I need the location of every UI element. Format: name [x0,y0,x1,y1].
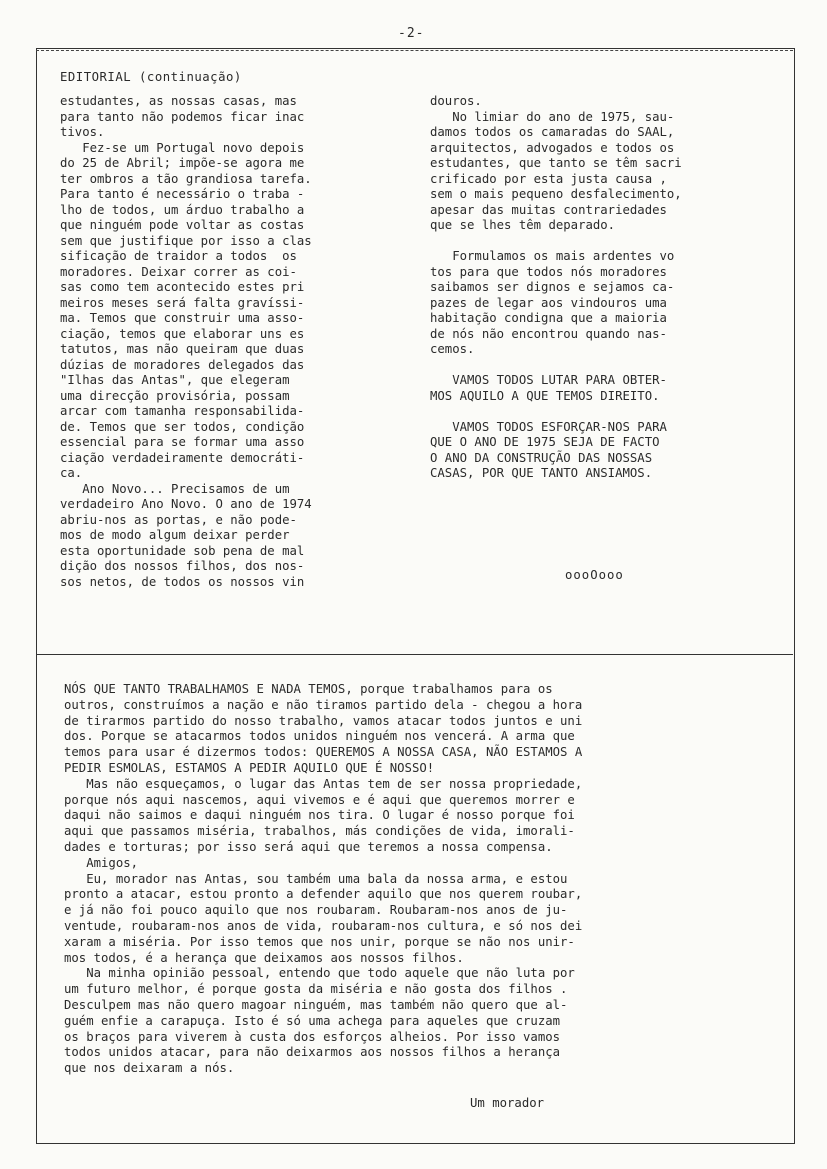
section-divider [36,654,793,655]
top-dashed-rule [36,50,793,51]
article-body: NÓS QUE TANTO TRABALHAMOS E NADA TEMOS, porque trabalhamos para os outros, construímos a nação e não tiramos partido dela - chegou a hora de tirarmos partido do nosso trabalho, vamos atacar todos juntos e uni dos. Porque se atacarmos todos unidos ninguém nos vencerá. A arma que temos para usar é dizermos todos: QUEREMOS A NOSSA CASA, NÃO ESTAMOS A PEDIR ESMOLAS, ESTAMOS A PEDIR AQUILO QUE É NOSSO! Mas não esqueçamos, o lugar das Antas tem de ser nossa propriedade, porque nós aqui nascemos, aqui vivemos e é aqui que queremos morrer e daqui não saimos e daqui ninguém nos tira. O lugar é nosso porque foi aqui que passamos miséria, trabalhos, más condições de vida, imorali- dades e torturas; por isso será aqui que teremos a nossa compensa. Amigos, Eu, morador nas Antas, sou também uma bala da nossa arma, e estou pronto a atacar, estou pronto a defender aquilo que nos querem roubar, e já não foi pouco aquilo que nos roubaram. Roubaram-nos anos de ju- ventude, roubaram-nos anos de vida, roubaram-nos cultura, e só nos dei xaram a miséria. Por isso temos que nos unir, porque se não nos unir- mos todos, é a herança que deixamos aos nossos filhos. Na minha opinião pessoal, entendo que todo aquele que não luta por um futuro melhor, é porque gosta da miséria e não gosta dos filhos . Desculpem mas não quero magoar ninguém, mas também não quero que al- guém enfie a carapuça. Isto é só uma achega para aqueles que cruzam os braços para viverem à custa dos esforços alheios. Por isso vamos todos unidos atacar, para não deixarmos aos nossos filhos a herança que nos deixaram a nós. [64,682,583,1076]
ornament-divider: oooOooo [565,568,624,582]
article-signature: Um morador [470,1096,545,1110]
editorial-left-column: estudantes, as nossas casas, mas para tanto não podemos ficar inac tivos. Fez-se um Portugal novo depois do 25 de Abril; impõe-se agora me ter ombros a tão grandiosa tarefa. Para tanto é necessário o traba - lho de todos, um árduo trabalho a que ninguém pode voltar as costas sem que justifique por isso a clas sificação de traidor a todos os moradores. Deixar correr as coi- sas como tem acontecido estes pri meiros meses será falta gravíssi- ma. Temos que construir uma asso- ciação, temos que elaborar uns es tatutos, mas não queiram que duas dúzias de moradores delegados das "Ilhas das Antas", que elegeram uma direcção provisória, possam arcar com tamanha responsabilida- de. Temos que ser todos, condição essencial para se formar uma asso ciação verdadeiramente democráti- ca. Ano Novo... Precisamos de um verdadeiro Ano Novo. O ano de 1974 abriu-nos as portas, e não pode- mos de modo algum deixar perder esta oportunidade sob pena de mal dição dos nossos filhos, dos nos- sos netos, de todos os nossos vin [60,94,312,589]
page-number: -2- [398,26,425,41]
editorial-right-column: douros. No limiar do ano de 1975, sau- damos todos os camaradas do SAAL, arquitectos, advogados e todos os estudantes, que tanto se têm sacri crificado por esta justa causa , sem o mais pequeno desfalecimento, apesar das muitas contrariedades que se lhes têm deparado. Formulamos os mais ardentes vo tos para que todos nós moradores saibamos ser dignos e sejamos ca- pazes de legar aos vindouros uma habitação condigna que a maioria de nós não encontrou quando nas- cemos. VAMOS TODOS LUTAR PARA OBTER- MOS AQUILO A QUE TEMOS DIREITO. VAMOS TODOS ESFORÇAR-NOS PARA QUE O ANO DE 1975 SEJA DE FACTO O ANO DA CONSTRUÇÃO DAS NOSSAS CASAS, POR QUE TANTO ANSIAMOS. [430,94,682,480]
editorial-title: EDITORIAL (continuação) [60,70,242,84]
